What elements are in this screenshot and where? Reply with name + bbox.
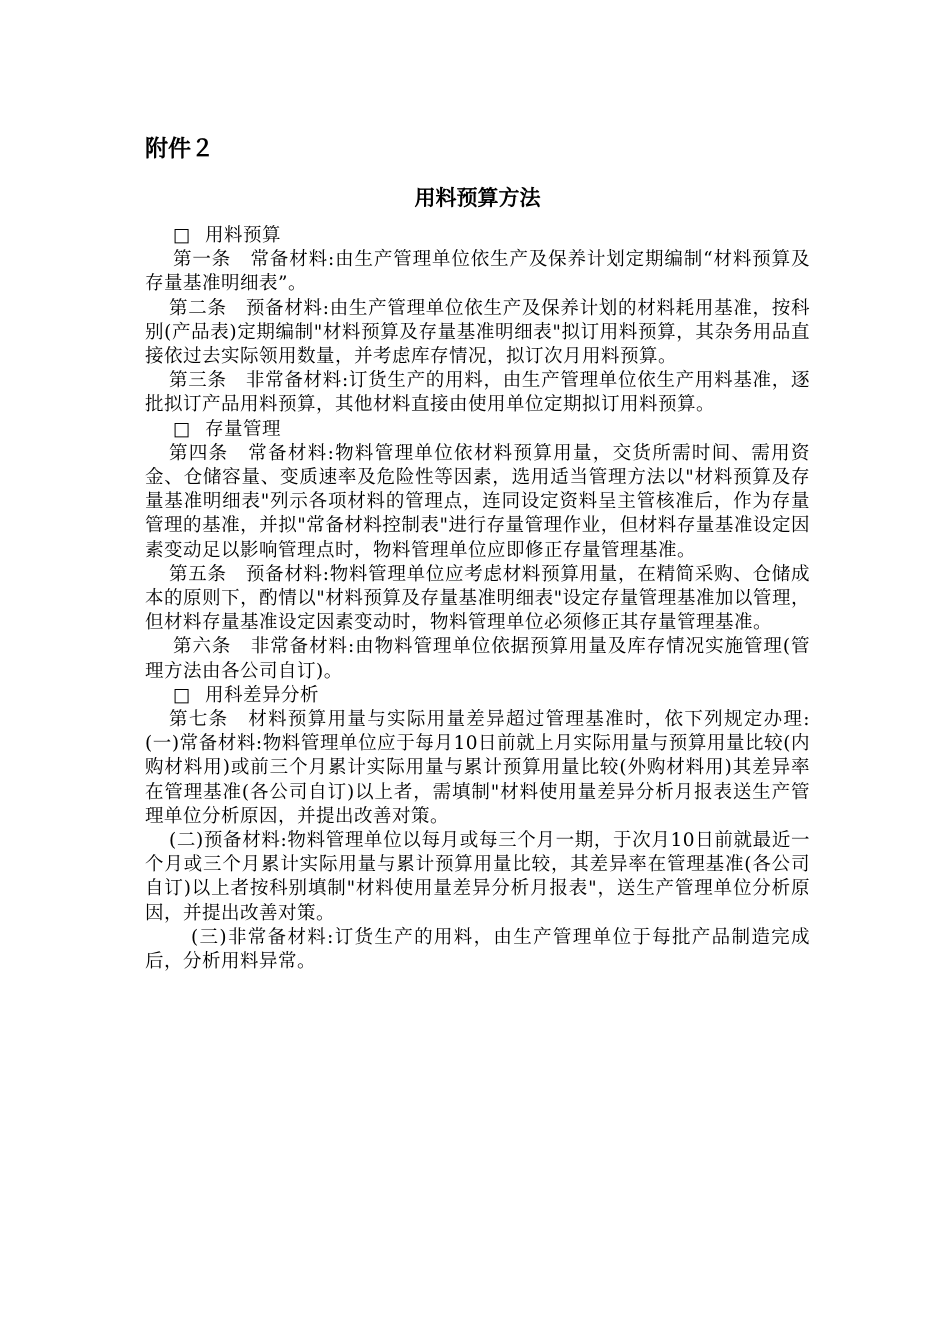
article-3: 第三条 非常备材料:订货生产的用料，由生产管理单位依生产用料基准，逐批拟订产品用料预算，其他材料直接由使用单位定期拟订用料预算。 xyxy=(145,370,810,416)
checkbox-square-icon: □ xyxy=(173,418,191,440)
section-heading-text: 存量管理 xyxy=(204,418,281,440)
article-1: 第一条 常备材料:由生产管理单位依生产及保养计划定期编制“材料预算及存量基准明细表”。 xyxy=(145,249,810,295)
checkbox-square-icon: □ xyxy=(173,684,191,706)
document-body xyxy=(145,224,830,974)
section-heading-inventory xyxy=(145,418,810,442)
attachment-label: 附件２ xyxy=(145,136,214,162)
section-heading-text: 用料预算 xyxy=(204,225,281,246)
article-4: 第四条 常备材料:物料管理单位依材料预算用量，交货所需时间、需用资金、仓储容量、变质速率及危险性等因素，选用适当管理方法以"材料预算及存量基准明细表"列示各项材料的管理点，连同设定资料呈主管核准后，作为存量管理的基准，并拟"常备材料控制表"进行存量管理作业，但材料存量基准设定因素变动足以影响管理点时，物料管理单位应即修正存量管理基准。 xyxy=(145,442,810,561)
article-6: 第六条 非常备材料:由物料管理单位依据预算用量及库存情况实施管理(管理方法由各公司自订)。 xyxy=(145,636,810,682)
checkbox-square-icon: □ xyxy=(173,225,191,246)
section-heading-text: 用科差异分析 xyxy=(204,684,319,706)
article-2: 第二条 预备材料:由生产管理单位依生产及保养计划的材料耗用基准，按科别(产品表)定期编制"材料预算及存量基准明细表"拟订用料预算，其杂务用品直接依过去实际领用数量，并考虑库存情况，拟订次月用料预算。 xyxy=(145,297,810,368)
article-7: 第七条 材料预算用量与实际用量差异超过管理基准时，依下列规定办理: (一)常备材料:物料管理单位应于每月10日前就上月实际用量与预算用量比较(内购材料用)或前三个月累计实际用量与累计预算用量比较(外购材料用)其差异率在管理基准(各公司自订)以上者，需填制"材料使用量差异分析月报表送生产管理单位分析原因，并提出改善对策。 xyxy=(145,709,830,827)
article-5: 第五条 预备材料:物料管理单位应考虑材料预算用量，在精简采购、仓储成本的原则下，酌情以"材料预算及存量基准明细表"设定存量管理基准加以管理，但材料存量基准设定因素变动时，物料管理单位必须修正其存量管理基准。 xyxy=(145,563,810,634)
document-title: 用料预算方法 xyxy=(414,186,541,210)
clause-2: (二)预备材料:物料管理单位以每月或每三个月一期，于次月10日前就最近一个月或三个月累计实际用量与累计预算用量比较，其差异率在管理基准(各公司自订)以上者按科别填制"材料使用量差异分析月报表"，送生产管理单位分析原因，并提出改善对策。 xyxy=(145,830,810,924)
section-heading-budget xyxy=(145,224,810,248)
clause-3: (三)非常备材料:订货生产的用料，由生产管理单位于每批产品制造完成后，分析用料异常。 xyxy=(145,926,810,973)
section-heading-variance xyxy=(145,684,810,708)
